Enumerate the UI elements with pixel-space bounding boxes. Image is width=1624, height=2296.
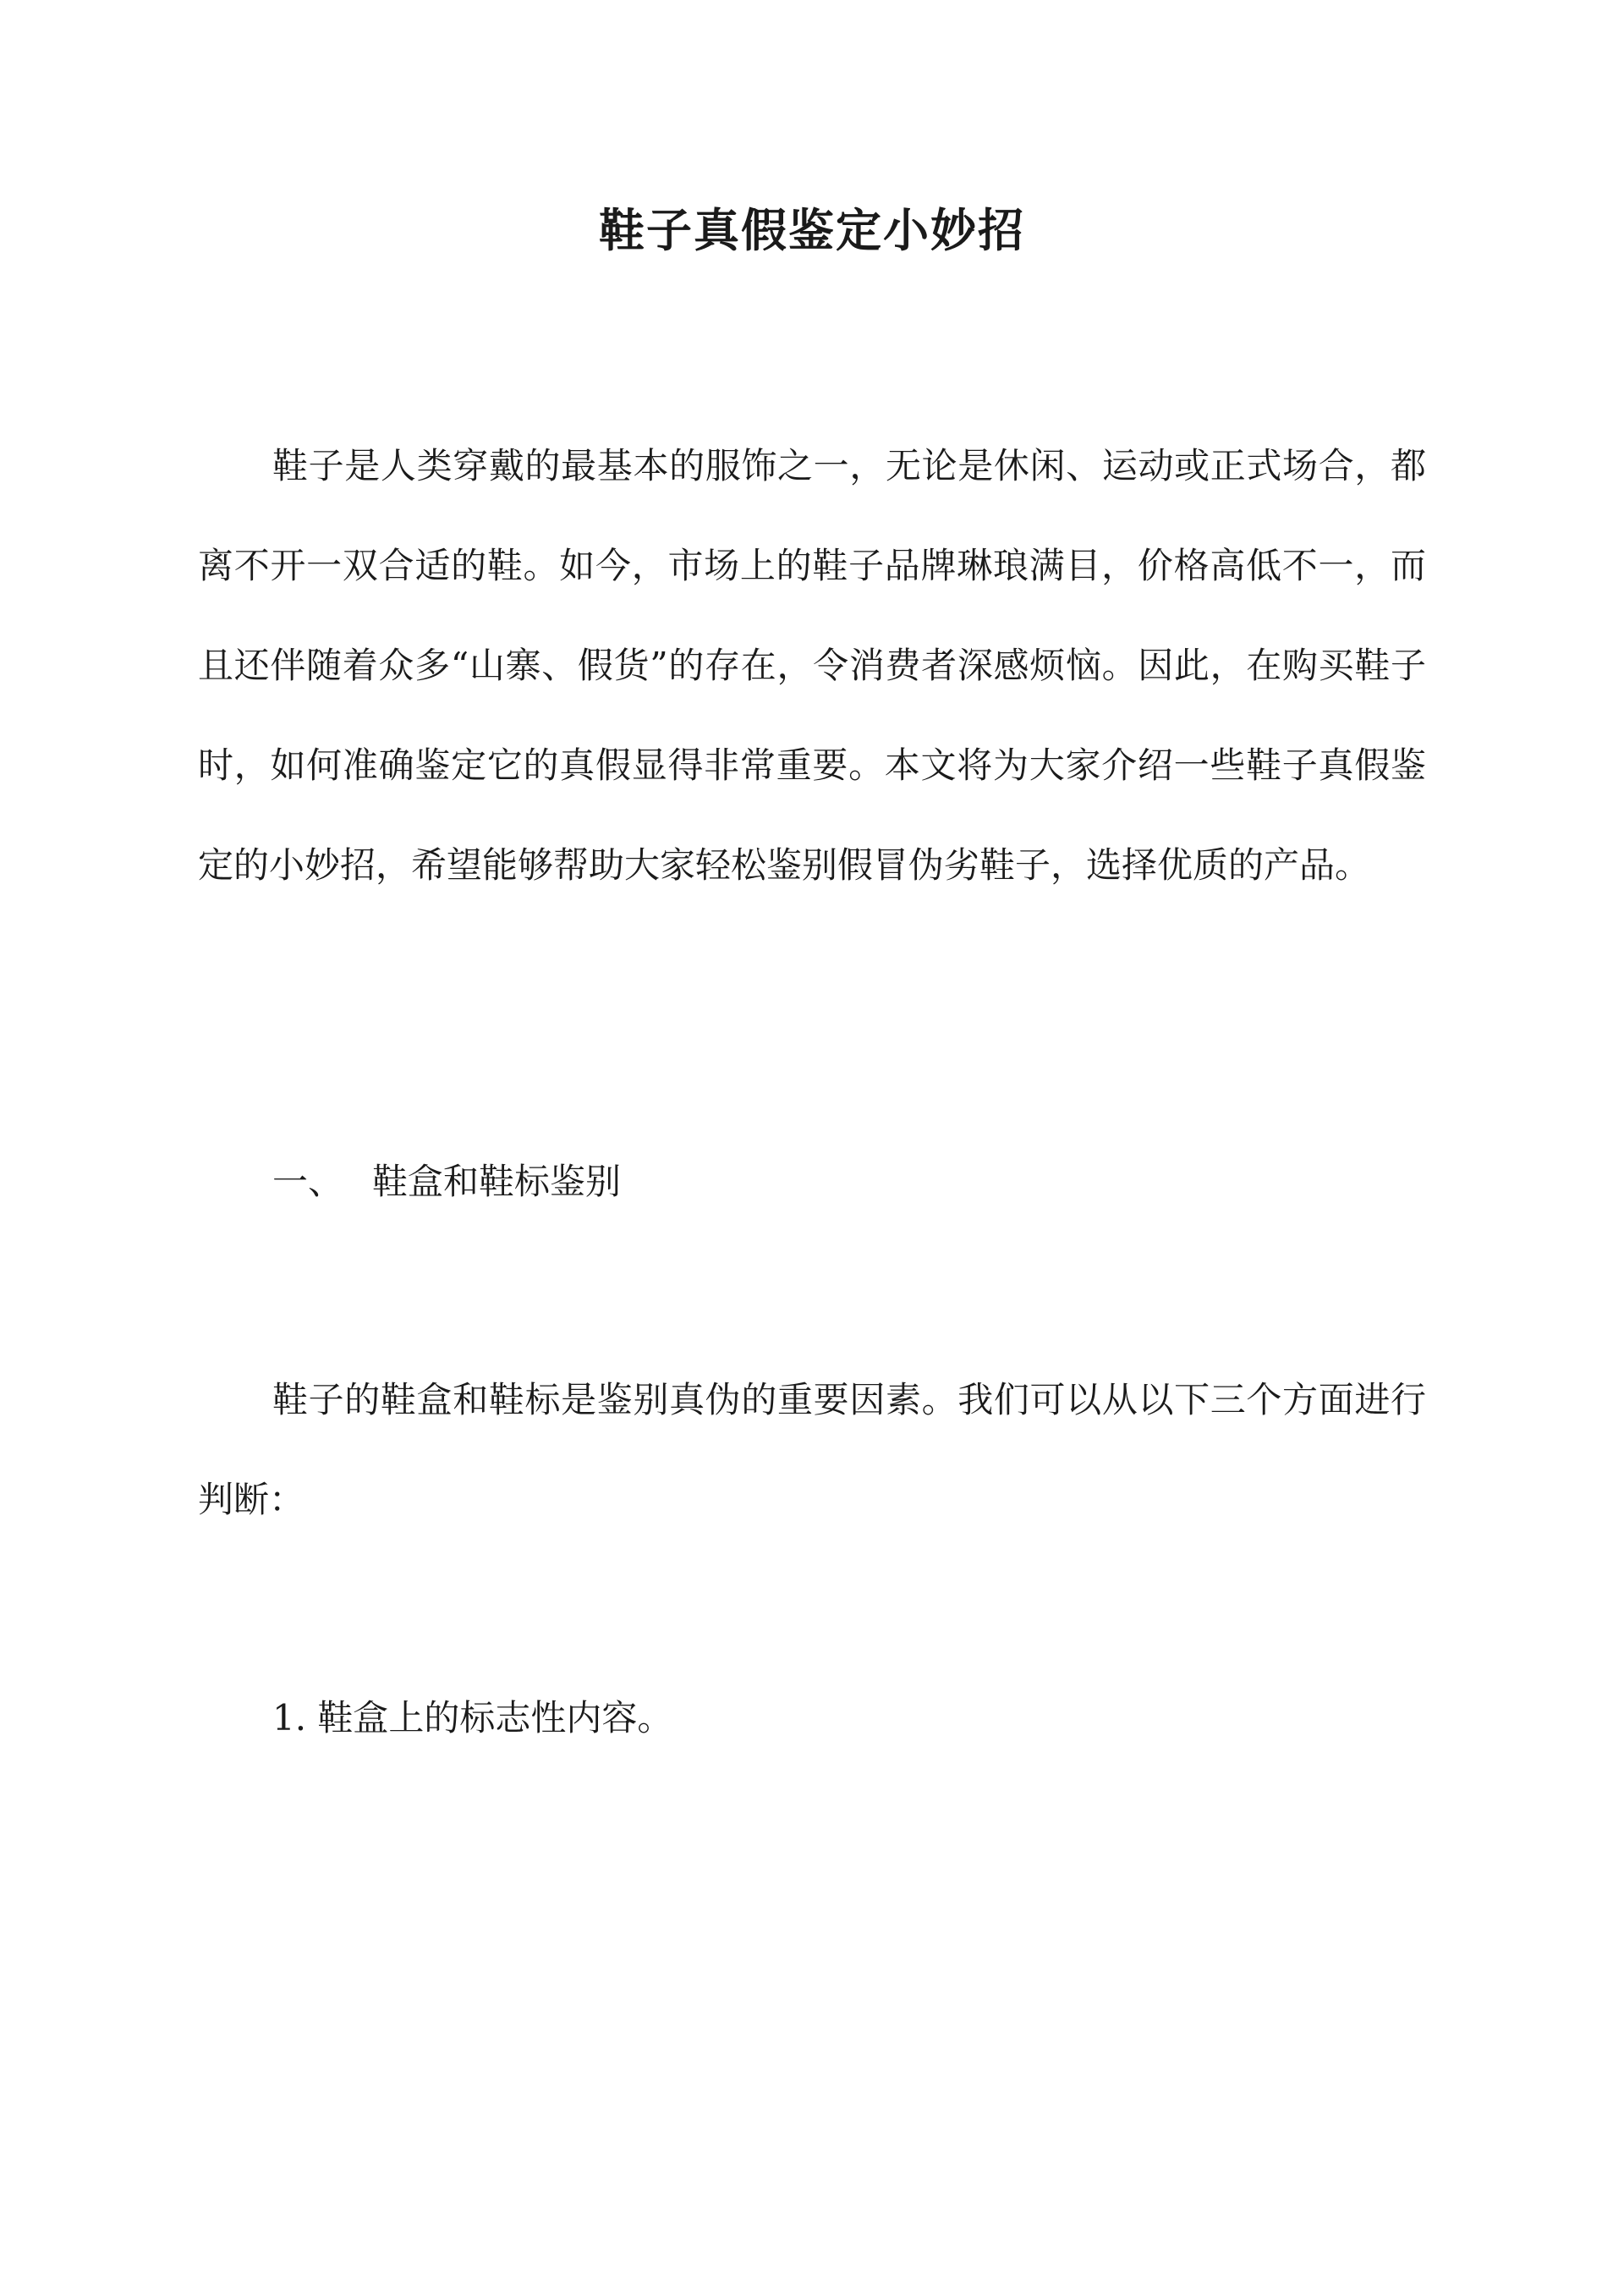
document-title: 鞋子真假鉴定小妙招 bbox=[599, 203, 1025, 257]
list-item: 1. 鞋盒上的标志性内容。 bbox=[272, 1697, 673, 1738]
section-number: 一、 bbox=[272, 1161, 344, 1202]
section-heading bbox=[272, 1132, 621, 1232]
section-paragraph: 鞋子的鞋盒和鞋标是鉴别真伪的重要因素。我们可以从以下三个方面进行判断： bbox=[198, 1379, 1426, 1520]
section-heading-text: 鞋盒和鞋标鉴别 bbox=[372, 1161, 622, 1202]
intro-paragraph: 鞋子是人类穿戴的最基本的服饰之一，无论是休闲、运动或正式场合，都离不开一双合适的鞋。如今，市场上的鞋子品牌琳琅满目，价格高低不一，而且还伴随着众多“山寨、假货”的存在，令消费者深感烦恼。因此，在购买鞋子时，如何准确鉴定它的真假显得非常重要。本文将为大家介绍一些鞋子真假鉴定的小妙招，希望能够帮助大家轻松鉴别假冒伪劣鞋子，选择优质的产品。 bbox=[198, 445, 1426, 886]
